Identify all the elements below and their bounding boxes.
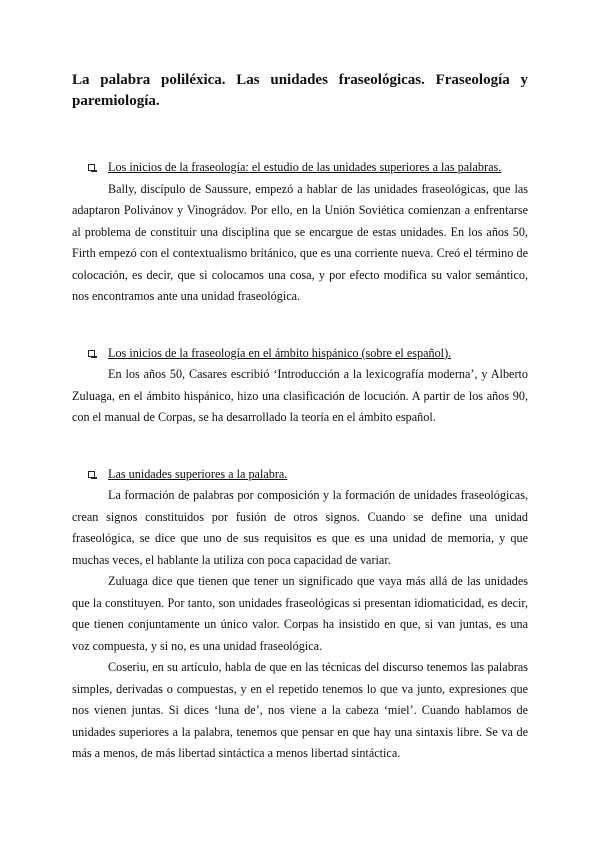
paragraph: Zuluaga dice que tienen que tener un significado que vaya más allá de las unidades que la constituyen. Por tanto, son unidades fraseológicas si presentan idiomaticidad, es decir, que tienen conjuntamente un único valor. Corpas ha insistido en que, si van juntas, es una voz compuesta, y si no, es una unidad fraseológica. bbox=[72, 574, 528, 653]
section-ambito-hispanico bbox=[72, 343, 528, 429]
section-heading-text: Las unidades superiores a la palabra. bbox=[108, 466, 288, 481]
checkbox-bullet-icon bbox=[88, 471, 95, 478]
checkbox-bullet-icon bbox=[88, 350, 95, 357]
section-heading-text: Los inicios de la fraseología en el ámbito hispánico (sobre el español). bbox=[108, 345, 452, 360]
section-fraseologia-inicios bbox=[72, 157, 528, 308]
paragraph: Coseriu, en su artículo, habla de que en las técnicas del discurso tenemos las palabras simples, derivadas o compuestas, y en el repetido tenemos lo que va junto, expresiones que nos vienen juntas. Si dices ‘luna de’, nos viene a la cabeza ‘miel’. Cuando hablamos de unidades superiores a la palabra, tenemos que pensar en que hay una sintaxis libre. Se va de más a menos, de más libertad sintáctica a menos libertad sintáctica. bbox=[72, 660, 528, 760]
paragraph: Bally, discípulo de Saussure, empezó a hablar de las unidades fraseológicas, que las adaptaron Polivánov y Vinográdov. Por ello, en la Unión Soviética comienzan a enfrentarse al problema de constituir una disciplina que se encargue de estas unidades. En los años 50, Firth empezó con el contextualismo británico, que es una corriente nueva. Creó el término de colocación, es decir, que si colocamos una cosa, y por efecto modifica su valor semántico, nos encontramos ante una unidad fraseológica. bbox=[72, 181, 528, 303]
paragraph: La formación de palabras por composición y la formación de unidades fraseológicas, crean signos constituidos por fusión de otros signos. Cuando se define una unidad fraseológica, se dice que uno de sus requisitos es que es una unidad de memoria, y que muchas veces, el hablante la utiliza con poca capacidad de variar. bbox=[72, 488, 528, 567]
section-heading bbox=[72, 343, 528, 365]
section-heading-text: Los inicios de la fraseología: el estudio de las unidades superiores a las palabras. bbox=[108, 160, 502, 174]
document-title: La palabra poliléxica. Las unidades fraseológicas. Fraseología y paremiología. bbox=[72, 72, 528, 109]
section-heading bbox=[72, 464, 528, 486]
section-heading bbox=[72, 157, 528, 179]
checkbox-bullet-icon bbox=[88, 164, 95, 171]
paragraph: En los años 50, Casares escribió ‘Introducción a la lexicografía moderna’, y Alberto Zuluaga, en el ámbito hispánico, hizo una clasificación de locución. A partir de los años 90, con el manual de Corpas, se ha desarrollado la teoría en el ámbito español. bbox=[72, 367, 528, 424]
section-unidades-superiores bbox=[72, 464, 528, 765]
